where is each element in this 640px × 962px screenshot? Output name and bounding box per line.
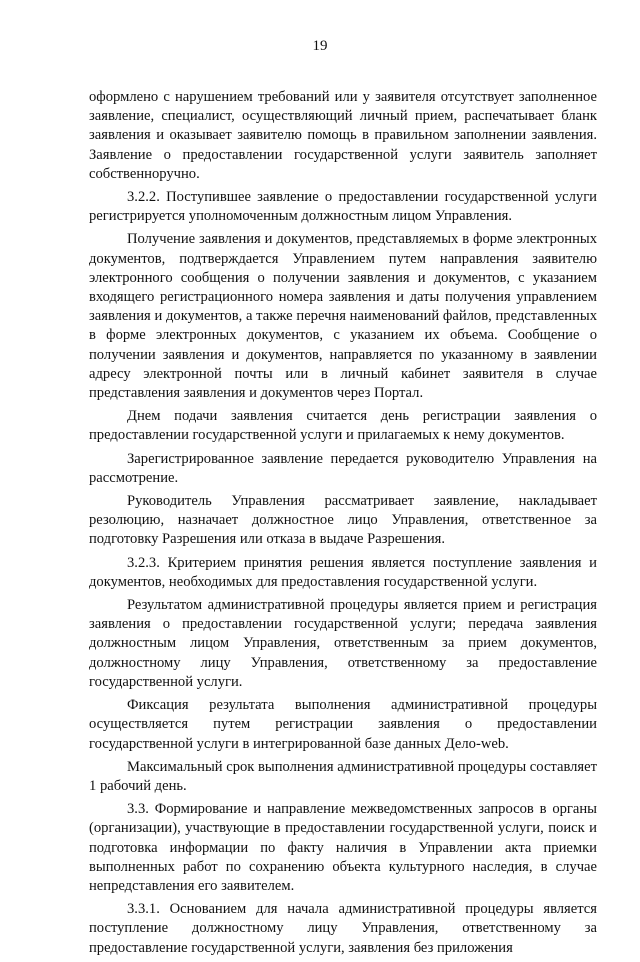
paragraph-receipt-confirmation: Получение заявления и документов, представляемых в форме электронных документов, подтверждается Управлением путем направления заявителю электронного сообщения о получении заявления и документов, с указанием входящего регистрационного номера заявления и даты получения управлением заявления и документов, а также перечня наименований файлов, представленных в форме электронных документов, с указанием их объема. Сообщение о получении заявления и документов, направляется по указанному в заявлении адресу электронной почты или в личный кабинет заявителя в случае представления заявления и документов через Портал.: [89, 231, 597, 402]
paragraph-continuation: оформлено с нарушением требований или у заявителя отсутствует заполненное заявление, специалист, осуществляющий личный прием, распечатывает бланк заявления и оказывает заявителю помощь в правильном заполнении заявления. Заявление о предоставлении государственной услуги заявитель заполняет собственноручно.: [89, 89, 597, 182]
paragraph-procedure-result: Результатом административной процедуры является прием и регистрация заявления о предоставлении государственной услуги; передача заявления должностным лицом Управления, ответственным за прием документов, должностному лицу Управления, ответственному за предоставление государственной услуги.: [89, 597, 597, 690]
paragraph-head-review: Руководитель Управления рассматривает заявление, накладывает резолюцию, назначает должностное лицо Управления, ответственное за подготовку Разрешения или отказа в выдаче Разрешения.: [89, 493, 597, 548]
paragraph-transfer-to-head: Зарегистрированное заявление передается руководителю Управления на рассмотрение.: [89, 450, 597, 486]
document-body: [89, 88, 597, 962]
paragraph-3-2-3: 3.2.3. Критерием принятия решения является поступление заявления и документов, необходимых для предоставления государственной услуги.: [89, 554, 597, 590]
paragraph-3-3-1: 3.3.1. Основанием для начала административной процедуры является поступление должностному лицу Управления, ответственному за предоставление государственной услуги, заявления без приложения: [89, 901, 597, 956]
page-number: 19: [312, 38, 328, 54]
paragraph-3-3: 3.3. Формирование и направление межведомственных запросов в органы (организации), участвующие в предоставлении государственной услуги, поиск и подготовка информации по факту наличия в Управлении акта приемки выполненных работ по сохранению объекта культурного наследия, в случае непредставления его заявителем.: [89, 801, 597, 894]
paragraph-filing-day: Днем подачи заявления считается день регистрации заявления о предоставлении государственной услуги и прилагаемых к нему документов.: [89, 408, 597, 444]
paragraph-result-fixation: Фиксация результата выполнения административной процедуры осуществляется путем регистрации заявления о предоставлении государственной услуги в интегрированной базе данных Дело-web.: [89, 697, 597, 752]
paragraph-max-term: Максимальный срок выполнения административной процедуры составляет 1 рабочий день.: [89, 758, 597, 794]
paragraph-3-2-2: 3.2.2. Поступившее заявление о предоставлении государственной услуги регистрируется уполномоченным должностным лицом Управления.: [89, 189, 597, 225]
